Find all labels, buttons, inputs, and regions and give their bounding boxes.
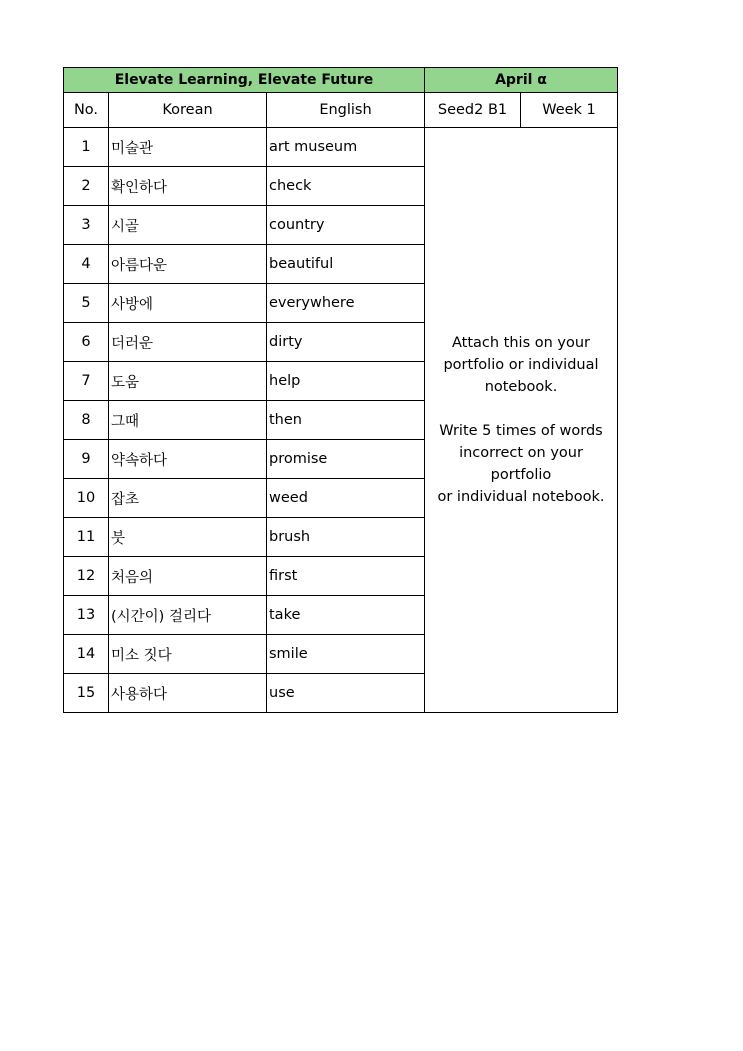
english-word: first bbox=[267, 557, 425, 596]
english-word: beautiful bbox=[267, 245, 425, 284]
sheet-title: Elevate Learning, Elevate Future bbox=[64, 68, 425, 93]
instruction-attach: Attach this on your portfolio or individual notebook. bbox=[443, 335, 599, 395]
korean-word: 미소 짓다 bbox=[109, 635, 267, 674]
word-number: 3 bbox=[64, 206, 109, 245]
level-label: Seed2 B1 bbox=[425, 93, 521, 128]
korean-word: 그때 bbox=[109, 401, 267, 440]
english-word: promise bbox=[267, 440, 425, 479]
english-word: art museum bbox=[267, 128, 425, 167]
word-number: 11 bbox=[64, 518, 109, 557]
korean-word: 잡초 bbox=[109, 479, 267, 518]
korean-word: (시간이) 걸리다 bbox=[109, 596, 267, 635]
korean-word: 확인하다 bbox=[109, 167, 267, 206]
korean-word: 약속하다 bbox=[109, 440, 267, 479]
english-word: take bbox=[267, 596, 425, 635]
title-row bbox=[64, 68, 618, 93]
english-word: everywhere bbox=[267, 284, 425, 323]
english-word: brush bbox=[267, 518, 425, 557]
word-number: 8 bbox=[64, 401, 109, 440]
english-word: check bbox=[267, 167, 425, 206]
english-word: country bbox=[267, 206, 425, 245]
word-number: 10 bbox=[64, 479, 109, 518]
word-number: 13 bbox=[64, 596, 109, 635]
korean-word: 사방에 bbox=[109, 284, 267, 323]
column-header-no: No. bbox=[64, 93, 109, 128]
instructions-cell bbox=[425, 128, 618, 713]
column-header-english: English bbox=[267, 93, 425, 128]
english-word: then bbox=[267, 401, 425, 440]
korean-word: 아름다운 bbox=[109, 245, 267, 284]
english-word: smile bbox=[267, 635, 425, 674]
korean-word: 도움 bbox=[109, 362, 267, 401]
instruction-write: Write 5 times of words incorrect on your portfolio or individual notebook. bbox=[437, 423, 605, 505]
word-number: 7 bbox=[64, 362, 109, 401]
word-number: 15 bbox=[64, 674, 109, 713]
word-number: 5 bbox=[64, 284, 109, 323]
english-word: help bbox=[267, 362, 425, 401]
word-number: 14 bbox=[64, 635, 109, 674]
korean-word: 더러운 bbox=[109, 323, 267, 362]
table-row bbox=[64, 128, 618, 167]
korean-word: 처음의 bbox=[109, 557, 267, 596]
word-number: 6 bbox=[64, 323, 109, 362]
vocabulary-table bbox=[63, 67, 618, 713]
sheet-month: April α bbox=[425, 68, 618, 93]
word-number: 9 bbox=[64, 440, 109, 479]
word-number: 2 bbox=[64, 167, 109, 206]
korean-word: 미술관 bbox=[109, 128, 267, 167]
english-word: weed bbox=[267, 479, 425, 518]
english-word: dirty bbox=[267, 323, 425, 362]
korean-word: 붓 bbox=[109, 518, 267, 557]
column-header-row bbox=[64, 93, 618, 128]
korean-word: 사용하다 bbox=[109, 674, 267, 713]
word-number: 4 bbox=[64, 245, 109, 284]
column-header-korean: Korean bbox=[109, 93, 267, 128]
word-number: 12 bbox=[64, 557, 109, 596]
word-number: 1 bbox=[64, 128, 109, 167]
english-word: use bbox=[267, 674, 425, 713]
week-label: Week 1 bbox=[521, 93, 618, 128]
korean-word: 시골 bbox=[109, 206, 267, 245]
